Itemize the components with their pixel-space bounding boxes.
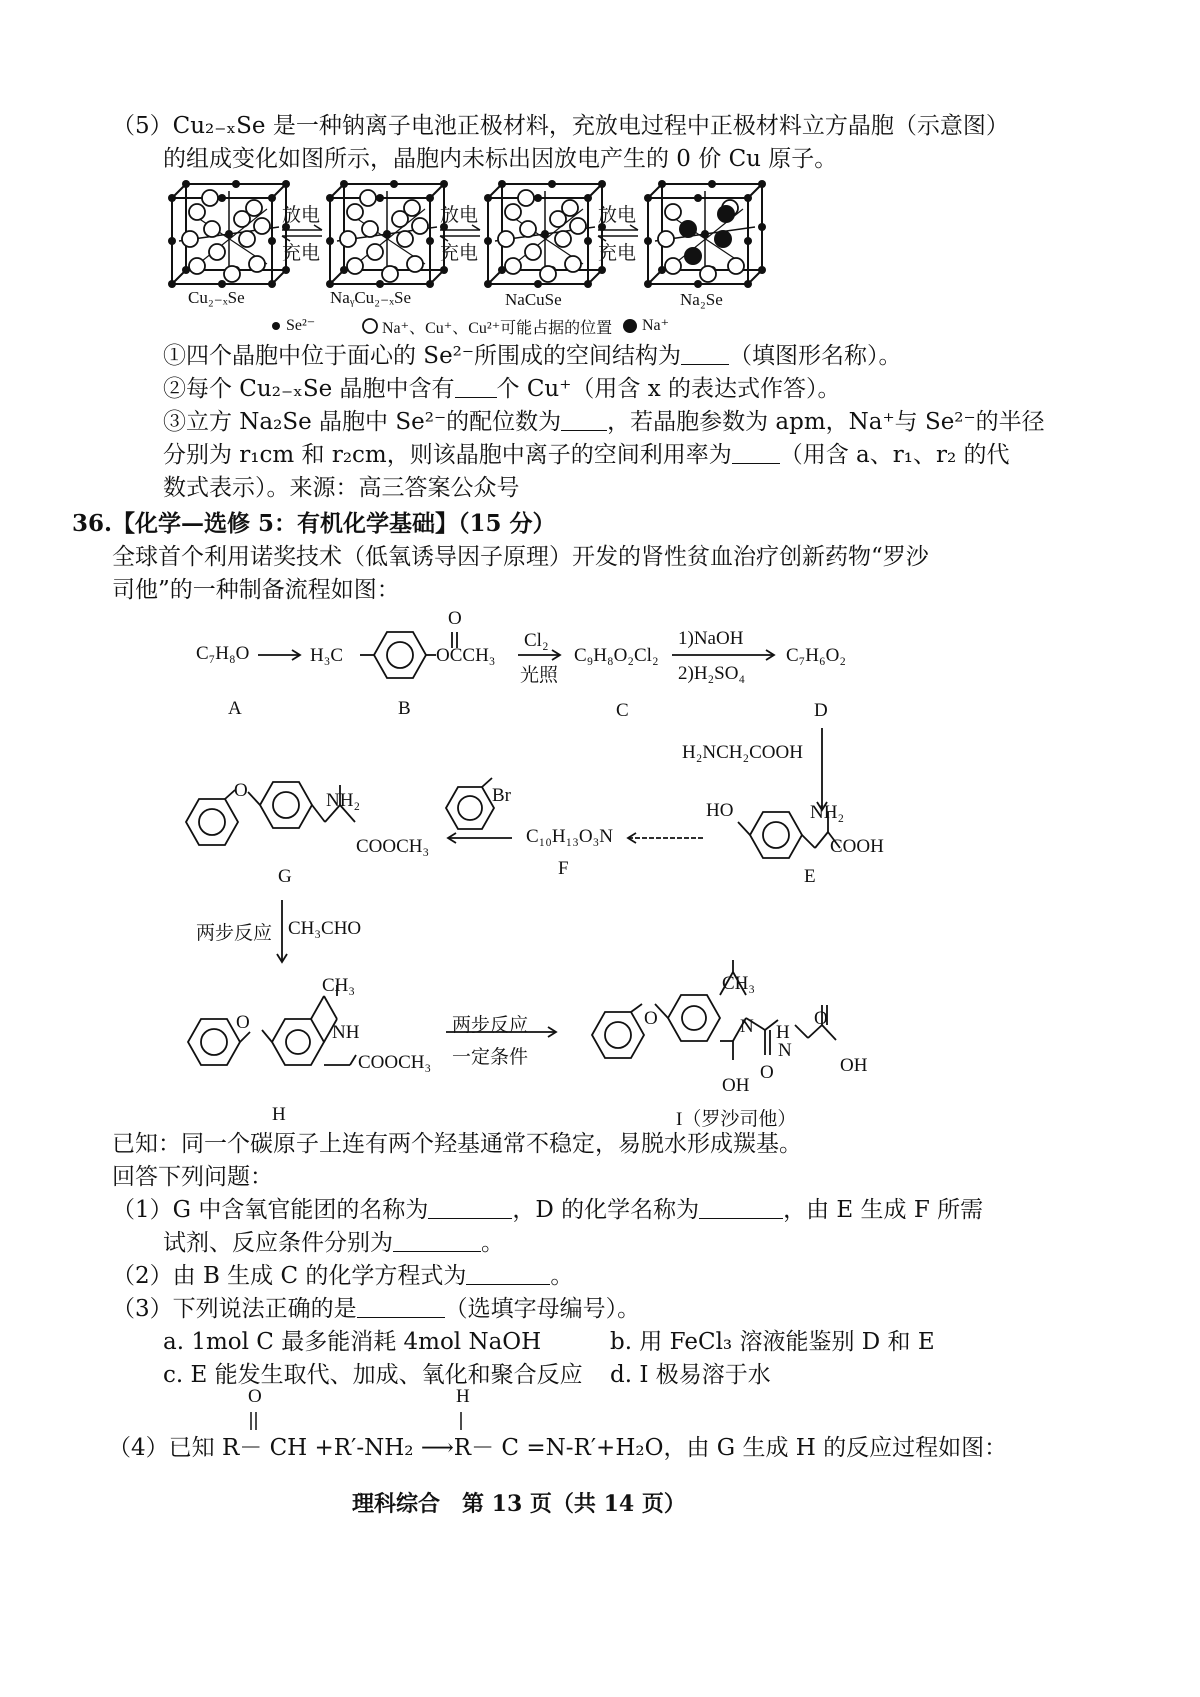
q5-sub1: ①四个晶胞中位于面心的 Se²⁻所围成的空间结构为 （填图形名称）。 bbox=[163, 343, 902, 369]
I-ether-O: O bbox=[644, 1008, 658, 1029]
label-H: H bbox=[272, 1104, 286, 1125]
q5-sub3: ③立方 Na₂Se 晶胞中 Se²⁻的配位数为 ，若晶胞参数为 apm，Na⁺与 Se²⁻的半径 bbox=[163, 409, 1045, 435]
q36-intro1: 全球首个利用诺奖技术（低氧诱导因子原理）开发的肾性贫血治疗创新药物“罗沙 bbox=[112, 544, 929, 570]
reagent-cl2: Cl₂ bbox=[524, 630, 549, 651]
question-1-cont: 试剂、反应条件分别为 。 bbox=[163, 1230, 504, 1256]
question-2: （2）由 B 生成 C 的化学方程式为 。 bbox=[112, 1263, 574, 1289]
q36-title: 36.【化学—选修 5：有机化学基础】（15 分） bbox=[72, 510, 556, 537]
option-c: c. E 能发生取代、加成、氧化和聚合反应 bbox=[163, 1362, 583, 1388]
arrow-label-discharge: 放电 bbox=[440, 205, 479, 226]
G-ester: COOCH₃ bbox=[356, 836, 430, 857]
formula-C: C₉H₈O₂Cl₂ bbox=[574, 645, 659, 666]
H-ester: COOCH₃ bbox=[358, 1052, 432, 1073]
G-to-H-condition: 两步反应 bbox=[196, 923, 273, 944]
cell-naycu2xse bbox=[326, 180, 448, 288]
known-statement: 已知：同一个碳原子上连有两个羟基通常不稳定，易脱水形成羰基。 bbox=[112, 1131, 802, 1157]
H-to-I-top: 两步反应 bbox=[452, 1015, 529, 1036]
cell-label-4: Na₂Se bbox=[680, 290, 723, 309]
I-amide-N: N bbox=[778, 1040, 792, 1061]
arrow-label-charge: 充电 bbox=[598, 243, 637, 264]
arrow-label-discharge: 放电 bbox=[282, 205, 321, 226]
legend-sites: Na⁺、Cu⁺、Cu²⁺可能占据的位置 bbox=[382, 320, 613, 337]
B-carbonyl-O: O bbox=[448, 608, 462, 629]
label-C: C bbox=[616, 700, 629, 721]
q5-sub2: ②每个 Cu₂₋ₓSe 晶胞中含有 个 Cu⁺（用含 x 的表达式作答）。 bbox=[163, 376, 841, 402]
reagent-light: 光照 bbox=[520, 665, 559, 686]
PhBr-Br: Br bbox=[492, 785, 511, 806]
arrow-label-discharge: 放电 bbox=[598, 205, 637, 226]
I-CH3: CH₃ bbox=[722, 973, 756, 994]
label-I: I（罗沙司他） bbox=[676, 1109, 797, 1130]
E-NH2: NH₂ bbox=[810, 802, 845, 823]
E-HO: HO bbox=[706, 800, 734, 821]
q5-sub3-end: 数式表示）。来源：高三答案公众号 bbox=[163, 475, 520, 501]
H-CH3: CH₃ bbox=[322, 975, 356, 996]
H-ether-O: O bbox=[236, 1012, 250, 1033]
label-E: E bbox=[804, 866, 816, 887]
G-NH2: NH₂ bbox=[326, 790, 361, 811]
I-amide-O: O bbox=[760, 1062, 774, 1083]
cell-label-1: Cu₂₋ₓSe bbox=[188, 288, 245, 307]
I-acid-O: O bbox=[814, 1008, 828, 1029]
formula-D: C₇H₆O₂ bbox=[786, 645, 846, 666]
cell-cu2xse bbox=[168, 180, 290, 288]
label-A: A bbox=[228, 698, 242, 719]
B-left: H₃C bbox=[310, 645, 344, 666]
label-F: F bbox=[558, 858, 569, 879]
formula-F: C₁₀H₁₃O₃N bbox=[526, 826, 613, 847]
option-d: d. I 极易溶于水 bbox=[610, 1362, 771, 1388]
E-COOH: COOH bbox=[830, 836, 884, 857]
q5-sub3-cont: 分别为 r₁cm 和 r₂cm，则该晶胞中离子的空间利用率为 （用含 a、r₁、r₂ 的代 bbox=[163, 442, 1010, 468]
q4-O: O bbox=[248, 1386, 262, 1407]
arrow-label-charge: 充电 bbox=[282, 243, 321, 264]
q4-H: H bbox=[456, 1386, 470, 1407]
question-1: （1）G 中含氧官能团的名称为 ，D 的化学名称为 ，由 E 生成 F 所需 bbox=[112, 1197, 984, 1223]
legend-se: Se²⁻ bbox=[286, 317, 316, 334]
cell-nacuse bbox=[484, 180, 606, 288]
q36-intro2: 司他”的一种制备流程如图： bbox=[112, 577, 400, 603]
question-4: （4）已知 R－ CH +R′-NH₂ ⟶R－ C =N-R′+H₂O，由 G 生成 H 的反应过程如图： bbox=[108, 1435, 1008, 1461]
answer-intro: 回答下列问题： bbox=[112, 1164, 273, 1190]
legend-na: Na⁺ bbox=[642, 317, 670, 334]
reagent-naoh: 1)NaOH bbox=[678, 628, 744, 649]
label-G: G bbox=[278, 866, 292, 887]
reagent-h2so4: 2)H₂SO₄ bbox=[678, 663, 746, 684]
label-D: D bbox=[814, 700, 828, 721]
B-right: OCCH₃ bbox=[436, 645, 496, 666]
cell-label-2: NaᵧCu₂₋ₓSe bbox=[330, 288, 411, 307]
cell-na2se bbox=[644, 180, 766, 288]
cell-label-3: NaCuSe bbox=[505, 290, 562, 309]
q5-line1: （5）Cu₂₋ₓSe 是一种钠离子电池正极材料，充放电过程中正极材料立方晶胞（示意图） bbox=[112, 113, 1009, 139]
reagent-ch3cho: CH₃CHO bbox=[288, 918, 362, 939]
q5-line2: 的组成变化如图所示，晶胞内未标出因放电产生的 0 价 Cu 原子。 bbox=[163, 146, 838, 172]
synthesis-scheme bbox=[0, 600, 1200, 1120]
reagent-glycine: H₂NCH₂COOH bbox=[682, 742, 803, 763]
H-NH: NH bbox=[332, 1022, 360, 1043]
question-3: （3）下列说法正确的是 （选填字母编号）。 bbox=[112, 1296, 641, 1322]
option-a: a. 1mol C 最多能消耗 4mol NaOH bbox=[163, 1329, 542, 1355]
I-amide-H: H bbox=[776, 1022, 790, 1043]
page-footer: 理科综合 第 13 页（共 14 页） bbox=[352, 1491, 686, 1517]
I-ring-N: N bbox=[740, 1016, 754, 1037]
option-b: b. 用 FeCl₃ 溶液能鉴别 D 和 E bbox=[610, 1329, 935, 1355]
formula-A: C₇H₈O bbox=[196, 643, 250, 664]
label-B: B bbox=[398, 698, 411, 719]
arrow-label-charge: 充电 bbox=[440, 243, 479, 264]
G-ether-O: O bbox=[234, 780, 248, 801]
I-phenol-OH: OH bbox=[722, 1075, 750, 1096]
I-acid-OH: OH bbox=[840, 1055, 868, 1076]
H-to-I-bottom: 一定条件 bbox=[452, 1047, 529, 1068]
